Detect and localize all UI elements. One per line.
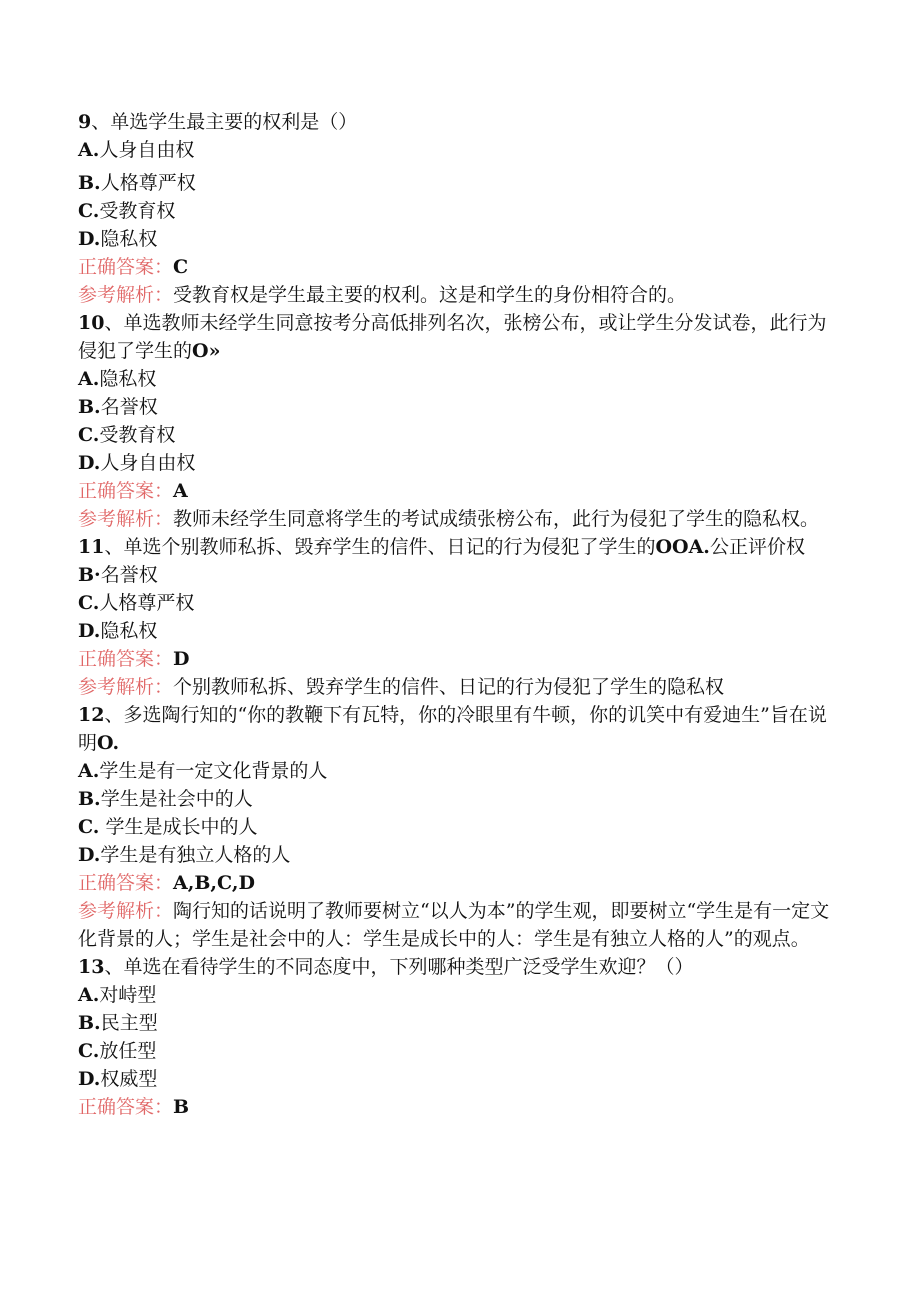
analysis-line	[78, 673, 838, 701]
question-number: 11	[78, 536, 105, 558]
option-text: 受教育权	[99, 200, 176, 222]
option-key: B.	[78, 396, 101, 418]
question-13-stem	[78, 953, 838, 981]
option-text: 隐私权	[100, 620, 158, 642]
option-a	[78, 981, 838, 1009]
option-text: 放任型	[99, 1040, 157, 1062]
question-text-tail: OOA.	[655, 536, 710, 558]
option-text: 人格尊严权	[99, 592, 195, 614]
answer-label: 正确答案：	[78, 1096, 174, 1118]
analysis-label: 参考解析：	[78, 676, 174, 698]
answer-line	[78, 477, 838, 505]
question-text: 、单选个别教师私拆、毁弃学生的信件、日记的行为侵犯了学生的	[104, 536, 656, 558]
option-key: A.	[78, 760, 100, 782]
option-text: 人格尊严权	[100, 172, 196, 194]
option-text: 人身自由权	[99, 139, 195, 161]
option-text: 对峙型	[99, 984, 157, 1006]
analysis-label: 参考解析：	[78, 900, 174, 922]
option-b	[78, 169, 838, 197]
question-text: 、单选学生最主要的权利是（）	[91, 111, 358, 133]
question-text-after: 公正评价权	[709, 536, 805, 558]
option-a	[78, 136, 838, 164]
option-c	[78, 589, 838, 617]
answer-label: 正确答案：	[78, 872, 174, 894]
option-key: A.	[78, 139, 100, 161]
option-text: 名誉权	[100, 396, 158, 418]
question-number: 13	[78, 956, 105, 978]
answer-value: A,B,C,D	[173, 872, 255, 894]
answer-line	[78, 645, 838, 673]
option-b	[78, 785, 838, 813]
answer-label: 正确答案：	[78, 648, 174, 670]
option-key: A.	[78, 368, 100, 390]
option-a	[78, 365, 838, 393]
option-key: B·	[78, 564, 101, 586]
option-d	[78, 1065, 838, 1093]
option-c	[78, 1037, 838, 1065]
option-text: 学生是有一定文化背景的人	[99, 760, 328, 782]
answer-value: C	[173, 256, 189, 278]
option-d	[78, 841, 838, 869]
option-key: D.	[78, 228, 101, 250]
option-key: D.	[78, 620, 101, 642]
option-key: C.	[78, 816, 100, 838]
question-text: 、单选教师未经学生同意按考分高低排列名次，张榜公布，或让学生分发试卷，此行为侵犯了学生的	[78, 312, 827, 362]
option-text: 学生是成长中的人	[99, 816, 258, 838]
option-key: B.	[78, 172, 101, 194]
option-c	[78, 197, 838, 225]
analysis-text: 个别教师私拆、毁弃学生的信件、日记的行为侵犯了学生的隐私权	[173, 676, 725, 698]
option-a	[78, 757, 838, 785]
option-d	[78, 225, 838, 253]
option-text: 隐私权	[100, 228, 158, 250]
analysis-label: 参考解析：	[78, 508, 174, 530]
option-key: D.	[78, 452, 101, 474]
answer-value: B	[173, 1096, 190, 1118]
option-d	[78, 449, 838, 477]
option-text: 受教育权	[99, 424, 176, 446]
answer-line	[78, 1093, 838, 1121]
option-key: C.	[78, 200, 100, 222]
option-text: 学生是有独立人格的人	[100, 844, 291, 866]
option-key: C.	[78, 1040, 100, 1062]
question-12-stem	[78, 701, 838, 757]
question-11-stem	[78, 533, 838, 561]
answer-line	[78, 869, 838, 897]
answer-line	[78, 253, 838, 281]
option-key: D.	[78, 1068, 101, 1090]
question-text-tail: O»	[192, 340, 221, 362]
question-text: 、单选在看待学生的不同态度中，下列哪种类型广泛受学生欢迎？（）	[104, 956, 694, 978]
option-text: 学生是社会中的人	[100, 788, 253, 810]
option-key: D.	[78, 844, 101, 866]
analysis-line	[78, 897, 838, 953]
option-key: B.	[78, 1012, 101, 1034]
document-page	[78, 108, 838, 1121]
option-text: 名誉权	[100, 564, 158, 586]
analysis-line	[78, 281, 838, 309]
option-b	[78, 1009, 838, 1037]
option-key: A.	[78, 984, 100, 1006]
option-b	[78, 393, 838, 421]
analysis-text: 受教育权是学生最主要的权利。这是和学生的身份相符合的。	[173, 284, 687, 306]
question-number: 12	[78, 704, 105, 726]
option-c	[78, 421, 838, 449]
option-b	[78, 561, 838, 589]
option-key: C.	[78, 424, 100, 446]
option-text: 人身自由权	[100, 452, 196, 474]
question-number: 10	[78, 312, 105, 334]
analysis-label: 参考解析：	[78, 284, 174, 306]
option-key: B.	[78, 788, 101, 810]
answer-label: 正确答案：	[78, 256, 174, 278]
analysis-line	[78, 505, 838, 533]
question-number: 9	[78, 111, 92, 133]
option-d	[78, 617, 838, 645]
answer-value: A	[173, 480, 188, 502]
option-text: 民主型	[100, 1012, 158, 1034]
question-text-tail: O.	[97, 732, 120, 754]
question-9-stem	[78, 108, 838, 136]
option-c	[78, 813, 838, 841]
question-10-stem	[78, 309, 838, 365]
answer-label: 正确答案：	[78, 480, 174, 502]
option-text: 权威型	[100, 1068, 158, 1090]
answer-value: D	[173, 648, 190, 670]
question-text: 、多选陶行知的“你的教鞭下有瓦特，你的冷眼里有牛顿，你的讥笑中有爱迪生”旨在说明	[78, 704, 827, 754]
analysis-text: 陶行知的话说明了教师要树立“以人为本”的学生观，即要树立“学生是有一定文化背景的人；学生是社会中的人：学生是成长中的人：学生是有独立人格的人”的观点。	[78, 900, 830, 950]
option-key: C.	[78, 592, 100, 614]
option-text: 隐私权	[99, 368, 157, 390]
analysis-text: 教师未经学生同意将学生的考试成绩张榜公布，此行为侵犯了学生的隐私权。	[173, 508, 820, 530]
